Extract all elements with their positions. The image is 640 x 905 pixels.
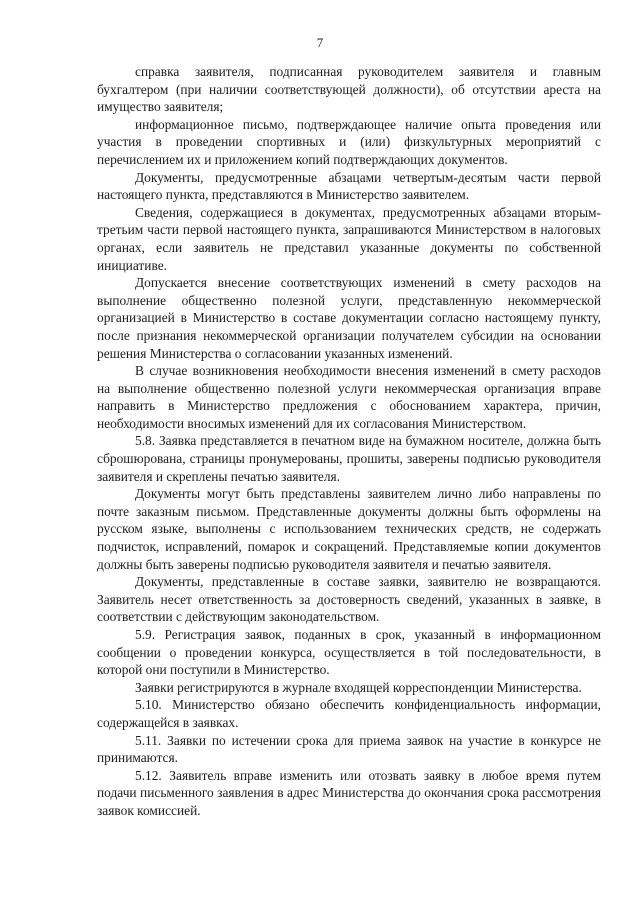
paragraph: информационное письмо, подтверждающее наличие опыта проведения или участия в проведении спортивных и (или) физкультурных мероприятий с перечислением их и приложением копий подтверждающих документов. <box>97 116 601 167</box>
page-number: 7 <box>316 35 324 50</box>
paragraph: 5.11. Заявки по истечении срока для приема заявок на участие в конкурсе не принимаются. <box>97 732 601 766</box>
document-body <box>97 63 601 820</box>
paragraph: справка заявителя, подписанная руководителем заявителя и главным бухгалтером (при наличии соответствующей должности), об отсутствии ареста на имущество заявителя; <box>97 64 601 115</box>
paragraph: Документы могут быть представлены заявителем лично либо направлены по почте заказным письмом. Представленные документы должны быть оформлены на русском языке, выполнены с использованием технических средств, не содержать подчисток, исправлений, помарок и сокращений. Представляемые копии документов должны быть заверены подписью руководителя заявителя и печатью заявителя. <box>97 486 601 572</box>
paragraph: Допускается внесение соответствующих изменений в смету расходов на выполнение общественно полезной услуги, представленную некоммерческой организацией в Министерство в составе документации согласно настоящему пункту, после признания некоммерческой организации получателем субсидии на основании решения Министерства о согласовании указанных изменений. <box>97 275 601 361</box>
paragraph: Сведения, содержащиеся в документах, предусмотренных абзацами вторым-третьим части первой настоящего пункта, запрашиваются Министерством в налоговых органах, если заявитель не представил указанные документы по собственной инициативе. <box>97 204 601 273</box>
paragraph: 5.8. Заявка представляется в печатном виде на бумажном носителе, должна быть сброшюрована, страницы пронумерованы, прошиты, заверены подписью руководителя заявителя и скреплены печатью заявителя. <box>97 433 601 484</box>
paragraph: 5.12. Заявитель вправе изменить или отозвать заявку в любое время путем подачи письменного заявления в адрес Министерства до окончания срока рассмотрения заявок комиссией. <box>97 767 601 818</box>
paragraph: Заявки регистрируются в журнале входящей корреспонденции Министерства. <box>135 679 582 695</box>
paragraph: 5.10. Министерство обязано обеспечить конфиденциальность информации, содержащейся в заявках. <box>97 697 601 730</box>
paragraph: В случае возникновения необходимости внесения изменений в смету расходов на выполнение общественно полезной услуги некоммерческая организация вправе направить в Министерство предложения с обоснованием характера, причин, необходимости вносимых изменений для их согласования Министерством. <box>97 363 601 431</box>
paragraph: Документы, представленные в составе заявки, заявителю не возвращаются. Заявитель несет ответственность за достоверность сведений, указанных в заявке, в соответствии с действующим законодательством. <box>97 574 601 625</box>
paragraph: 5.9. Регистрация заявок, поданных в срок, указанный в информационном сообщении о проведении конкурса, осуществляется в той последовательности, в которой они поступили в Министерство. <box>97 627 601 678</box>
paragraph: Документы, предусмотренные абзацами четвертым-десятым части первой настоящего пункта, представляются в Министерство заявителем. <box>97 169 601 203</box>
